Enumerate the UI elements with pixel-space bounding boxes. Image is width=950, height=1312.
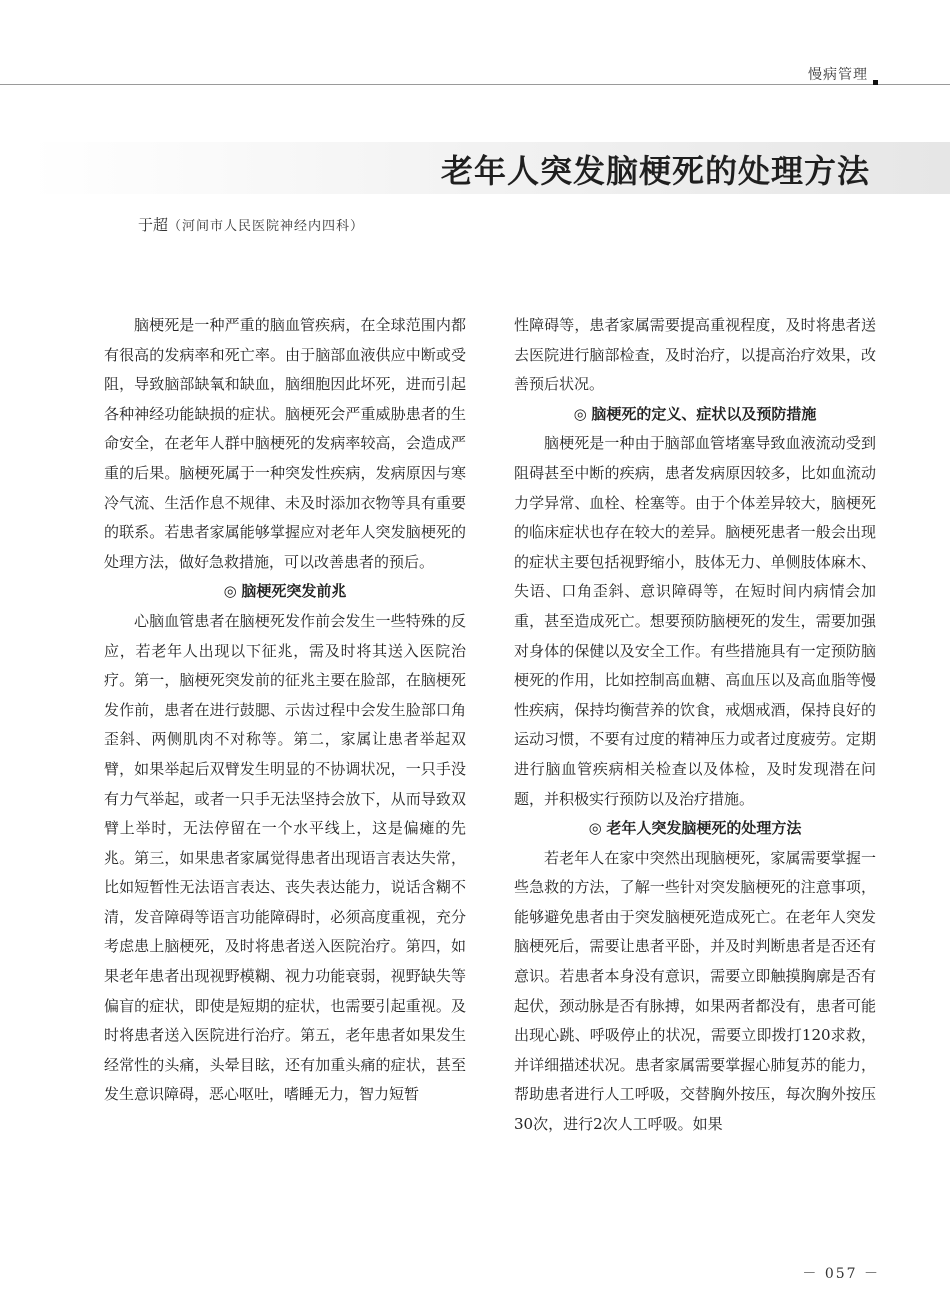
circle-bullet-icon: ◎ — [588, 819, 607, 838]
section-heading-precursors — [104, 577, 466, 607]
treatment-paragraph: 若老年人在家中突然出现脑梗死，家属需要掌握一些急救的方法，了解一些针对突发脑梗死的注意事项，能够避免患者由于突发脑梗死造成死亡。在老年人突发脑梗死后，需要让患者平卧，并及时判断患者是否还有意识。若患者本身没有意识，需要立即触摸胸廓是否有起伏，颈动脉是否有脉搏，如果两者都没有，患者可能出现心跳、呼吸停止的状况，需要立即拨打120求救，并详细描述状况。患者家属需要掌握心肺复苏的能力，帮助患者进行人工呼吸，交替胸外按压，每次胸外按压30次，进行2次人工呼吸。如果 — [514, 848, 876, 1134]
section-heading-text: 脑梗死突发前兆 — [241, 582, 347, 601]
definition-paragraph: 脑梗死是一种由于脑部血管堵塞导致血液流动受到阻碍甚至中断的疾病，患者发病原因较多，比如血流动力学异常、血栓、栓塞等。由于个体差异较大，脑梗死的临床症状也存在较大的差异。脑梗死患者一般会出现的症状主要包括视野缩小，肢体无力、单侧肢体麻木、失语、口角歪斜、意识障碍等，在短时间内病情会加重，甚至造成死亡。想要预防脑梗死的发生，需要加强对身体的保健以及安全工作。有些措施具有一定预防脑梗死的作用，比如控制高血糖、高血压以及高血脂等慢性疾病，保持均衡营养的饮食，戒烟戒酒，保持良好的运动习惯，不要有过度的精神压力或者过度疲劳。定期进行脑血管疾病相关检查以及体检，及时发现潜在问题，并积极实行预防以及治疗措施。 — [514, 434, 876, 808]
header-rule — [0, 84, 950, 85]
section-heading-treatment — [514, 814, 876, 844]
article-title: 老年人突发脑梗死的处理方法 — [440, 152, 870, 190]
precursors-paragraph-continued: 性障碍等，患者家属需要提高重视程度，及时将患者送去医院进行脑部检查，及时治疗，以提高治疗效果，改善预后状况。 — [514, 316, 876, 394]
section-heading-text: 脑梗死的定义、症状以及预防措施 — [591, 404, 817, 423]
circle-bullet-icon: ◎ — [223, 582, 242, 601]
header-square-mark — [873, 80, 878, 85]
author-line — [138, 214, 364, 235]
right-column — [514, 311, 876, 1140]
author-affiliation: （河间市人民医院神经内四科） — [168, 219, 365, 234]
page-number: － 057 － — [802, 1266, 880, 1282]
author-name: 于超 — [138, 216, 169, 234]
section-label: 慢病管理 — [808, 67, 868, 83]
circle-bullet-icon: ◎ — [573, 404, 592, 423]
section-heading-text: 老年人突发脑梗死的处理方法 — [606, 819, 802, 838]
precursors-paragraph: 心脑血管患者在脑梗死发作前会发生一些特殊的反应，若老年人出现以下征兆，需及时将其送入医院治疗。第一，脑梗死突发前的征兆主要在脸部，在脑梗死发作前，患者在进行鼓腮、示齿过程中会发生脸部口角歪斜、两侧肌肉不对称等。第二，家属让患者举起双臂，如果举起后双臂发生明显的不协调状况，一只手没有力气举起，或者一只手无法坚持会放下，从而导致双臂上举时，无法停留在一个水平线上，这是偏瘫的先兆。第三，如果患者家属觉得患者出现语言表达失常，比如短暂性无法语言表达、丧失表达能力，说话含糊不清，发音障碍等语言功能障碍时，必须高度重视，充分考虑患上脑梗死，及时将患者送入医院治疗。第四，如果老年患者出现视野模糊、视力功能衰弱，视野缺失等偏盲的症状，即使是短期的症状，也需要引起重视。及时将患者送入医院进行治疗。第五，老年患者如果发生经常性的头痛，头晕目眩，还有加重头痛的症状，甚至发生意识障碍，恶心呕吐，嗜睡无力，智力短暂 — [104, 611, 466, 1104]
section-heading-definition — [514, 400, 876, 430]
left-column — [104, 311, 466, 1110]
intro-paragraph: 脑梗死是一种严重的脑血管疾病，在全球范围内都有很高的发病率和死亡率。由于脑部血液供应中断或受阻，导致脑部缺氧和缺血，脑细胞因此坏死，进而引起各种神经功能缺损的症状。脑梗死会严重威胁患者的生命安全，在老年人群中脑梗死的发病率较高，会造成严重的后果。脑梗死属于一种突发性疾病，发病原因与寒冷气流、生活作息不规律、未及时添加衣物等具有重要的联系。若患者家属能够掌握应对老年人突发脑梗死的处理方法，做好急救措施，可以改善患者的预后。 — [104, 316, 466, 571]
